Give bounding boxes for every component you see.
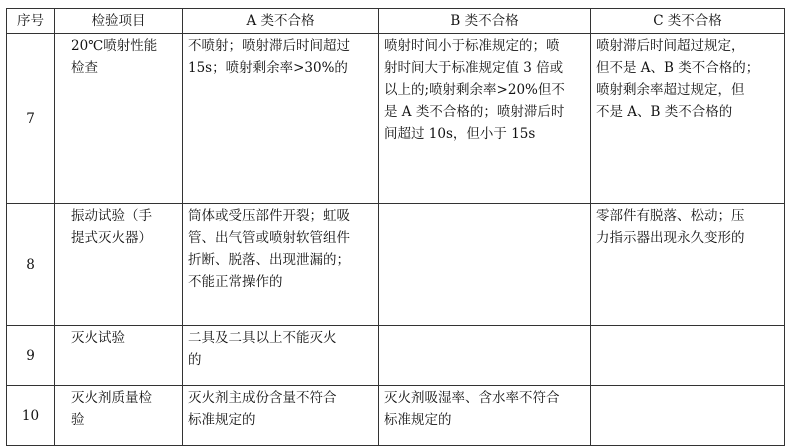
cell-class-a xyxy=(183,326,379,386)
cell-text-line: 的 xyxy=(188,352,202,368)
table-row xyxy=(7,204,785,326)
cell-serial-no: 9 xyxy=(7,326,55,386)
cell-inspection-item xyxy=(55,34,183,204)
table-row xyxy=(7,326,785,386)
cell-inspection-item xyxy=(55,204,183,326)
cell-inspection-item xyxy=(55,386,183,446)
cell-class-a xyxy=(183,386,379,446)
cell-serial-no: 10 xyxy=(7,386,55,446)
cell-class-b xyxy=(379,386,591,446)
cell-text-line: 振动试验（手 xyxy=(71,208,152,224)
table-row xyxy=(7,386,785,446)
cell-text-line: 不喷射；喷射滞后时间超过 xyxy=(188,38,350,54)
cell-text-line: 不能正常操作的 xyxy=(188,274,283,290)
table-row xyxy=(7,34,785,204)
cell-class-a xyxy=(183,34,379,204)
cell-class-c xyxy=(591,326,785,386)
cell-text-line: 二具及二具以上不能灭火 xyxy=(188,330,337,346)
cell-text-line: 间超过 10s，但小于 15s xyxy=(384,126,536,142)
cell-text-line: 标准规定的 xyxy=(188,412,256,428)
cell-class-b xyxy=(379,34,591,204)
header-class-a: A 类不合格 xyxy=(183,9,379,34)
cell-text-line: 灭火剂主成份含量不符合 xyxy=(188,390,337,406)
cell-text-line: 提式灭火器） xyxy=(71,230,152,246)
cell-text-line: 射时间大于标准规定值 3 倍或 xyxy=(384,60,564,76)
cell-text-line: 标准规定的 xyxy=(384,412,452,428)
cell-text-line: 折断、脱落、出现泄漏的； xyxy=(188,252,350,268)
cell-text-line: 20℃喷射性能 xyxy=(71,38,158,54)
cell-text-line: 是 A 类不合格的；喷射滞后时 xyxy=(384,104,565,120)
cell-text-line: 验 xyxy=(71,412,85,428)
cell-class-c xyxy=(591,386,785,446)
inspection-table xyxy=(6,8,785,446)
cell-text-line: 以上的;喷射剩余率>20%但不 xyxy=(384,82,565,98)
cell-text-line: 喷射时间小于标准规定的；喷 xyxy=(384,38,560,54)
cell-text-line: 灭火试验 xyxy=(71,330,125,346)
cell-class-a xyxy=(183,204,379,326)
cell-text-line: 喷射剩余率超过规定，但 xyxy=(596,82,745,98)
cell-text-line: 筒体或受压部件开裂；虹吸 xyxy=(188,208,350,224)
cell-text-line: 力指示器出现永久变形的 xyxy=(596,230,745,246)
cell-class-b xyxy=(379,204,591,326)
inspection-table-container xyxy=(6,8,784,446)
cell-serial-no: 7 xyxy=(7,34,55,204)
cell-text-line: 灭火剂吸湿率、含水率不符合 xyxy=(384,390,560,406)
cell-text-line: 检查 xyxy=(71,60,98,76)
cell-text-line: 管、出气管或喷射软管组件 xyxy=(188,230,350,246)
header-inspection-item: 检验项目 xyxy=(55,9,183,34)
cell-text-line: 灭火剂质量检 xyxy=(71,390,152,406)
header-class-c: C 类不合格 xyxy=(591,9,785,34)
cell-text-line: 不是 A、B 类不合格的 xyxy=(596,104,733,120)
cell-serial-no: 8 xyxy=(7,204,55,326)
cell-text-line: 但不是 A、B 类不合格的； xyxy=(596,60,760,76)
table-header-row xyxy=(7,9,785,34)
header-serial-no: 序号 xyxy=(7,9,55,34)
cell-class-b xyxy=(379,326,591,386)
cell-class-c xyxy=(591,204,785,326)
header-class-b: B 类不合格 xyxy=(379,9,591,34)
table-body xyxy=(7,34,785,446)
cell-inspection-item xyxy=(55,326,183,386)
cell-text-line: 零部件有脱落、松动；压 xyxy=(596,208,745,224)
cell-class-c xyxy=(591,34,785,204)
cell-text-line: 15s；喷射剩余率>30%的 xyxy=(188,60,348,76)
cell-text-line: 喷射滞后时间超过规定， xyxy=(596,38,745,54)
